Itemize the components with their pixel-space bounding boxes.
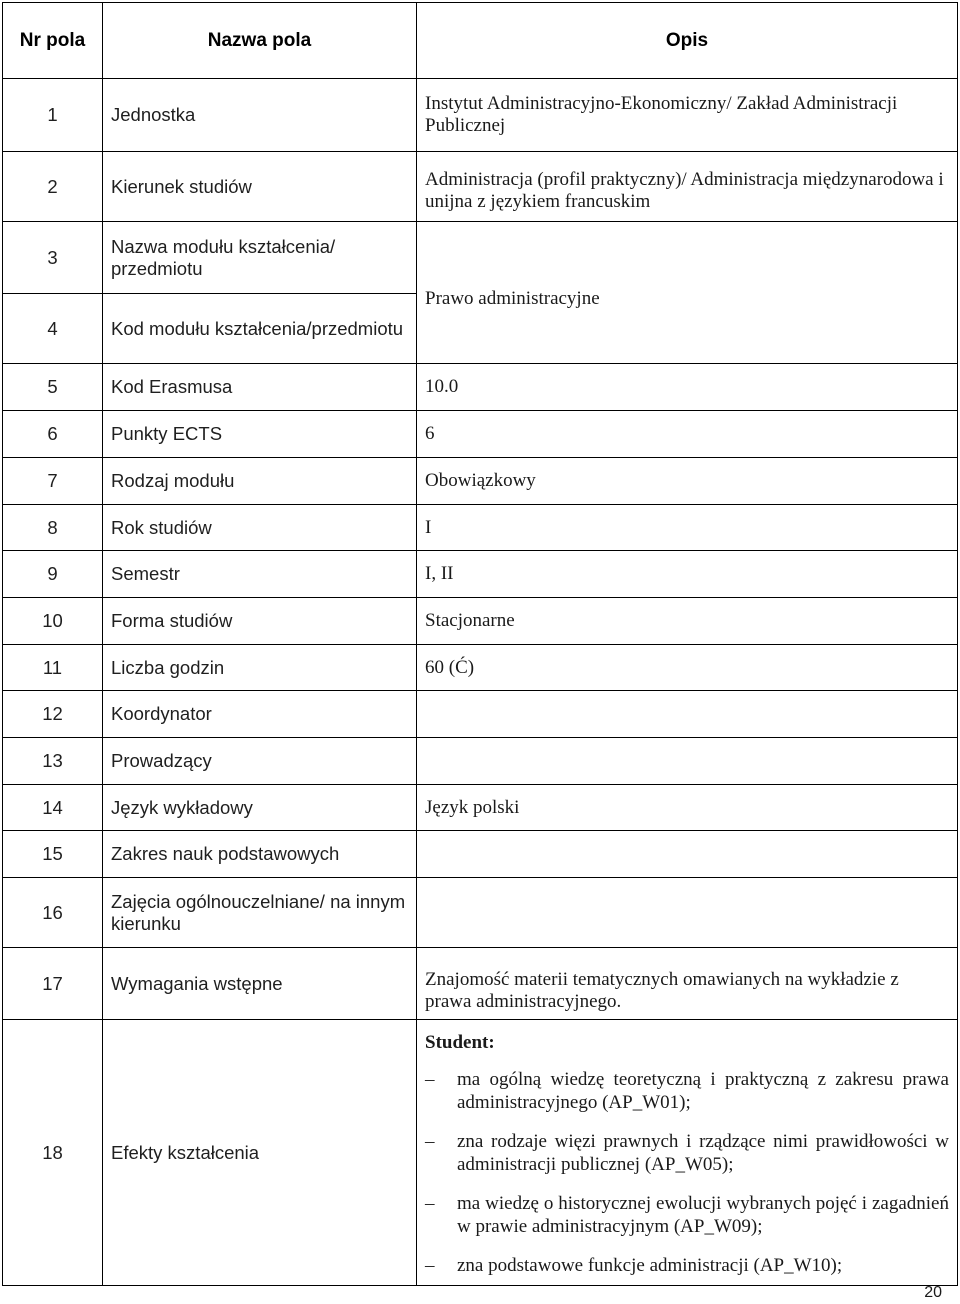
row-number: 15: [3, 831, 103, 878]
row-field-name: Nazwa modułu kształcenia/ przedmiotu: [103, 222, 417, 294]
row-number: 2: [3, 152, 103, 222]
header-nr: Nr pola: [3, 3, 103, 79]
table-row: [3, 691, 958, 738]
row-description: Język polski: [417, 785, 958, 831]
row-description: Obowiązkowy: [417, 458, 958, 505]
page-number: 20: [924, 1284, 942, 1301]
row-number: 3: [3, 222, 103, 294]
efekty-cell: [417, 1020, 958, 1286]
row-description: Stacjonarne: [417, 598, 958, 645]
table-row: [3, 645, 958, 691]
row-description: [417, 878, 958, 948]
row-field-name: Efekty kształcenia: [103, 1020, 417, 1286]
efekty-title: Student:: [425, 1032, 495, 1053]
table-row: [3, 831, 958, 878]
table-row: [3, 598, 958, 645]
row-number: 16: [3, 878, 103, 948]
row-description: Administracja (profil praktyczny)/ Administracja międzynarodowa i unijna z językiem francuskim: [417, 152, 958, 222]
row-description: Prawo administracyjne: [417, 222, 958, 364]
table-row: [3, 79, 958, 152]
row-field-name: Liczba godzin: [103, 645, 417, 691]
row-number: 13: [3, 738, 103, 785]
table-row: [3, 152, 958, 222]
module-description-table: [2, 2, 958, 1286]
row-description: [417, 691, 958, 738]
row-number: 9: [3, 551, 103, 598]
row-field-name: Kierunek studiów: [103, 152, 417, 222]
row-number: 5: [3, 364, 103, 411]
row-field-name: Jednostka: [103, 79, 417, 152]
row-description: Instytut Administracyjno-Ekonomiczny/ Zakład Administracji Publicznej: [417, 79, 958, 152]
table-row: [3, 1020, 958, 1286]
row-field-name: Kod Erasmusa: [103, 364, 417, 411]
row-number: 7: [3, 458, 103, 505]
row-number: 10: [3, 598, 103, 645]
header-name: Nazwa pola: [103, 3, 417, 79]
row-number: 11: [3, 645, 103, 691]
row-field-name: Prowadzący: [103, 738, 417, 785]
row-description: I: [417, 505, 958, 551]
table-row: [3, 458, 958, 505]
list-item: – zna podstawowe funkcje administracji (AP_W10);: [425, 1255, 843, 1276]
row-field-name: Forma studiów: [103, 598, 417, 645]
dash-bullet: –: [425, 1255, 435, 1276]
list-item: – ma ogólną wiedzę teoretyczną i praktyczną z zakresu prawa administracyjnego (AP_W01);: [425, 1069, 949, 1113]
row-number: 12: [3, 691, 103, 738]
dash-bullet: –: [425, 1193, 435, 1214]
table-row: [3, 364, 958, 411]
row-field-name: Rok studiów: [103, 505, 417, 551]
row-number: 6: [3, 411, 103, 458]
row-field-name: Semestr: [103, 551, 417, 598]
row-field-name: Wymagania wstępne: [103, 948, 417, 1020]
row-description: [417, 831, 958, 878]
table-row: [3, 785, 958, 831]
table-row: [3, 948, 958, 1020]
row-field-name: Zajęcia ogólnouczelniane/ na innym kierunku: [103, 878, 417, 948]
table-row: [3, 878, 958, 948]
row-number: 4: [3, 294, 103, 364]
row-number: 14: [3, 785, 103, 831]
table-row: [3, 222, 958, 294]
table-row: [3, 551, 958, 598]
row-number: 18: [3, 1020, 103, 1286]
row-field-name: Kod modułu kształcenia/przedmiotu: [103, 294, 417, 364]
row-field-name: Rodzaj modułu: [103, 458, 417, 505]
row-description: Znajomość materii tematycznych omawianych na wykładzie z prawa administracyjnego.: [417, 948, 958, 1020]
row-field-name: Zakres nauk podstawowych: [103, 831, 417, 878]
row-field-name: Język wykładowy: [103, 785, 417, 831]
list-item: – zna rodzaje więzi prawnych i rządzące nimi prawidłowości w administracji publicznej (AP_W05);: [425, 1131, 949, 1175]
dash-bullet: –: [425, 1069, 435, 1090]
efekty-list: [425, 1068, 949, 1277]
list-item: – ma wiedzę o historycznej ewolucji wybranych pojęć i zagadnień w prawie administracyjnym (AP_W09);: [425, 1193, 949, 1237]
row-number: 8: [3, 505, 103, 551]
table-row: [3, 411, 958, 458]
dash-bullet: –: [425, 1131, 435, 1152]
row-number: 17: [3, 948, 103, 1020]
row-number: 1: [3, 79, 103, 152]
row-description: 60 (Ć): [417, 645, 958, 691]
header-desc: Opis: [417, 3, 958, 79]
table-row: [3, 505, 958, 551]
table-header-row: [3, 3, 958, 79]
row-field-name: Punkty ECTS: [103, 411, 417, 458]
row-description: [417, 738, 958, 785]
row-description: 10.0: [417, 364, 958, 411]
table-row: [3, 738, 958, 785]
row-description: 6: [417, 411, 958, 458]
row-description: I, II: [417, 551, 958, 598]
row-field-name: Koordynator: [103, 691, 417, 738]
